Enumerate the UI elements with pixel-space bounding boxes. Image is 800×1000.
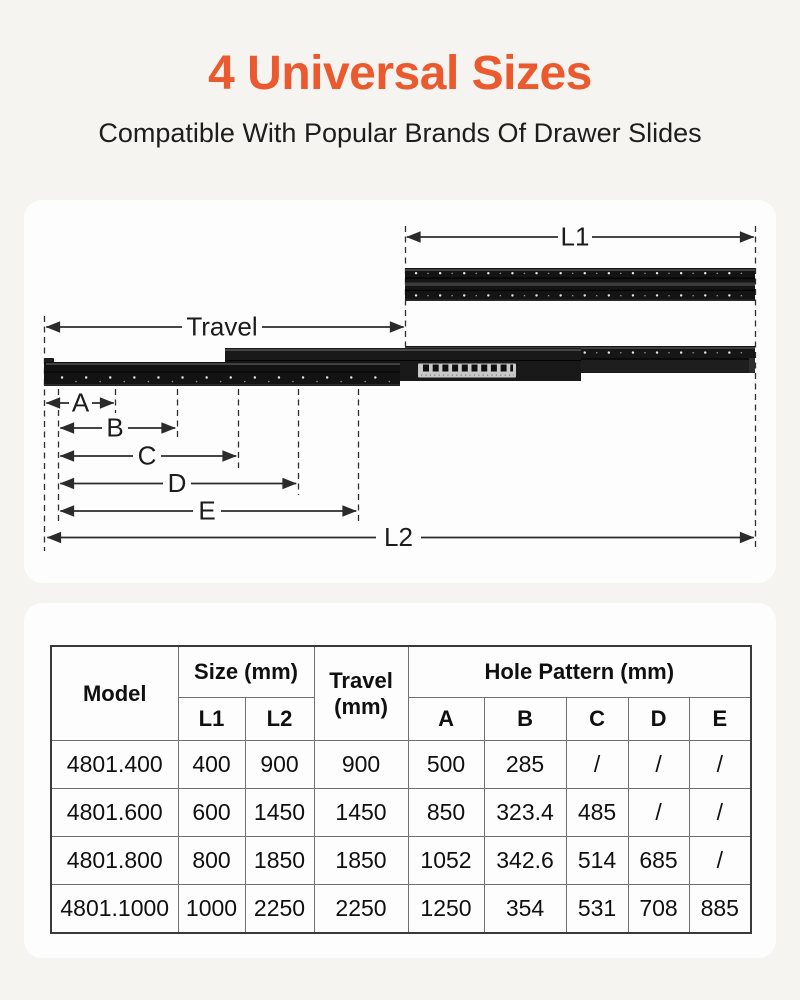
col-header-travel-line1: Travel (329, 667, 393, 693)
cell-d: / (628, 741, 689, 789)
dim-d (60, 468, 296, 498)
col-header-travel (314, 646, 408, 741)
dim-c (60, 441, 236, 471)
cell-travel: 900 (314, 741, 408, 789)
dim-c-label: C (137, 440, 157, 471)
dim-a (46, 388, 113, 418)
page-subtitle: Compatible With Popular Brands Of Drawer Slides (98, 118, 702, 148)
cell-l1: 400 (178, 741, 245, 789)
cell-a: 1250 (408, 885, 484, 933)
col-header-d: D (628, 698, 689, 741)
dim-l1-label: L1 (560, 221, 590, 252)
cell-l1: 800 (178, 837, 245, 885)
cell-l2: 2250 (245, 885, 314, 933)
cell-model: 4801.600 (51, 789, 178, 837)
dim-b-label: B (106, 412, 124, 443)
cell-l2: 900 (245, 741, 314, 789)
bearing-cage (418, 364, 516, 378)
header (0, 0, 800, 149)
dim-e-label: E (198, 495, 216, 526)
cell-d: 685 (628, 837, 689, 885)
table-row (51, 789, 751, 837)
cell-b: 342.6 (484, 837, 566, 885)
slide-dimension-diagram (24, 200, 776, 583)
col-header-size-group: Size (mm) (178, 646, 314, 698)
cell-model: 4801.1000 (51, 885, 178, 933)
dim-d-label: D (167, 468, 187, 498)
col-header-a: A (408, 698, 484, 741)
cell-a: 500 (408, 741, 484, 789)
table-row (51, 837, 751, 885)
col-header-e: E (689, 698, 751, 741)
cell-c: 485 (566, 789, 628, 837)
upper-rail-illustration (405, 268, 755, 301)
cell-l2: 1850 (245, 837, 314, 885)
table-row (51, 741, 751, 789)
col-header-l1: L1 (178, 698, 245, 741)
dim-l2 (47, 522, 753, 552)
table-row (51, 885, 751, 933)
cell-l1: 1000 (178, 885, 245, 933)
cell-b: 354 (484, 885, 566, 933)
cell-c: 514 (566, 837, 628, 885)
cell-d: 708 (628, 885, 689, 933)
dim-l1 (407, 222, 754, 252)
cell-e: / (689, 741, 751, 789)
extended-slide-illustration (44, 346, 755, 386)
col-header-l2: L2 (245, 698, 314, 741)
cell-b: 285 (484, 741, 566, 789)
cell-l2: 1450 (245, 789, 314, 837)
cell-b: 323.4 (484, 789, 566, 837)
cell-travel: 1450 (314, 789, 408, 837)
dim-a-label: A (71, 387, 90, 418)
dim-e (60, 496, 356, 526)
table-card (24, 603, 776, 958)
cell-travel: 1850 (314, 837, 408, 885)
cell-l1: 600 (178, 789, 245, 837)
dim-travel-label: Travel (186, 311, 258, 342)
col-header-model: Model (51, 646, 178, 741)
dim-l2-label: L2 (384, 522, 413, 552)
cell-travel: 2250 (314, 885, 408, 933)
cell-e: / (689, 789, 751, 837)
cell-a: 850 (408, 789, 484, 837)
col-header-travel-line2: (mm) (334, 693, 388, 719)
cell-c: 531 (566, 885, 628, 933)
dim-travel (46, 312, 403, 342)
col-header-c: C (566, 698, 628, 741)
col-header-hole-pattern-group: Hole Pattern (mm) (408, 646, 751, 698)
cell-a: 1052 (408, 837, 484, 885)
cell-e: / (689, 837, 751, 885)
col-header-b: B (484, 698, 566, 741)
cell-c: / (566, 741, 628, 789)
cell-e: 885 (689, 885, 751, 933)
cell-d: / (628, 789, 689, 837)
diagram-card (24, 200, 776, 583)
page-title: 4 Universal Sizes (208, 47, 592, 100)
cell-model: 4801.800 (51, 837, 178, 885)
spec-table-wrap (50, 645, 752, 934)
cell-model: 4801.400 (51, 741, 178, 789)
spec-table (50, 645, 752, 934)
